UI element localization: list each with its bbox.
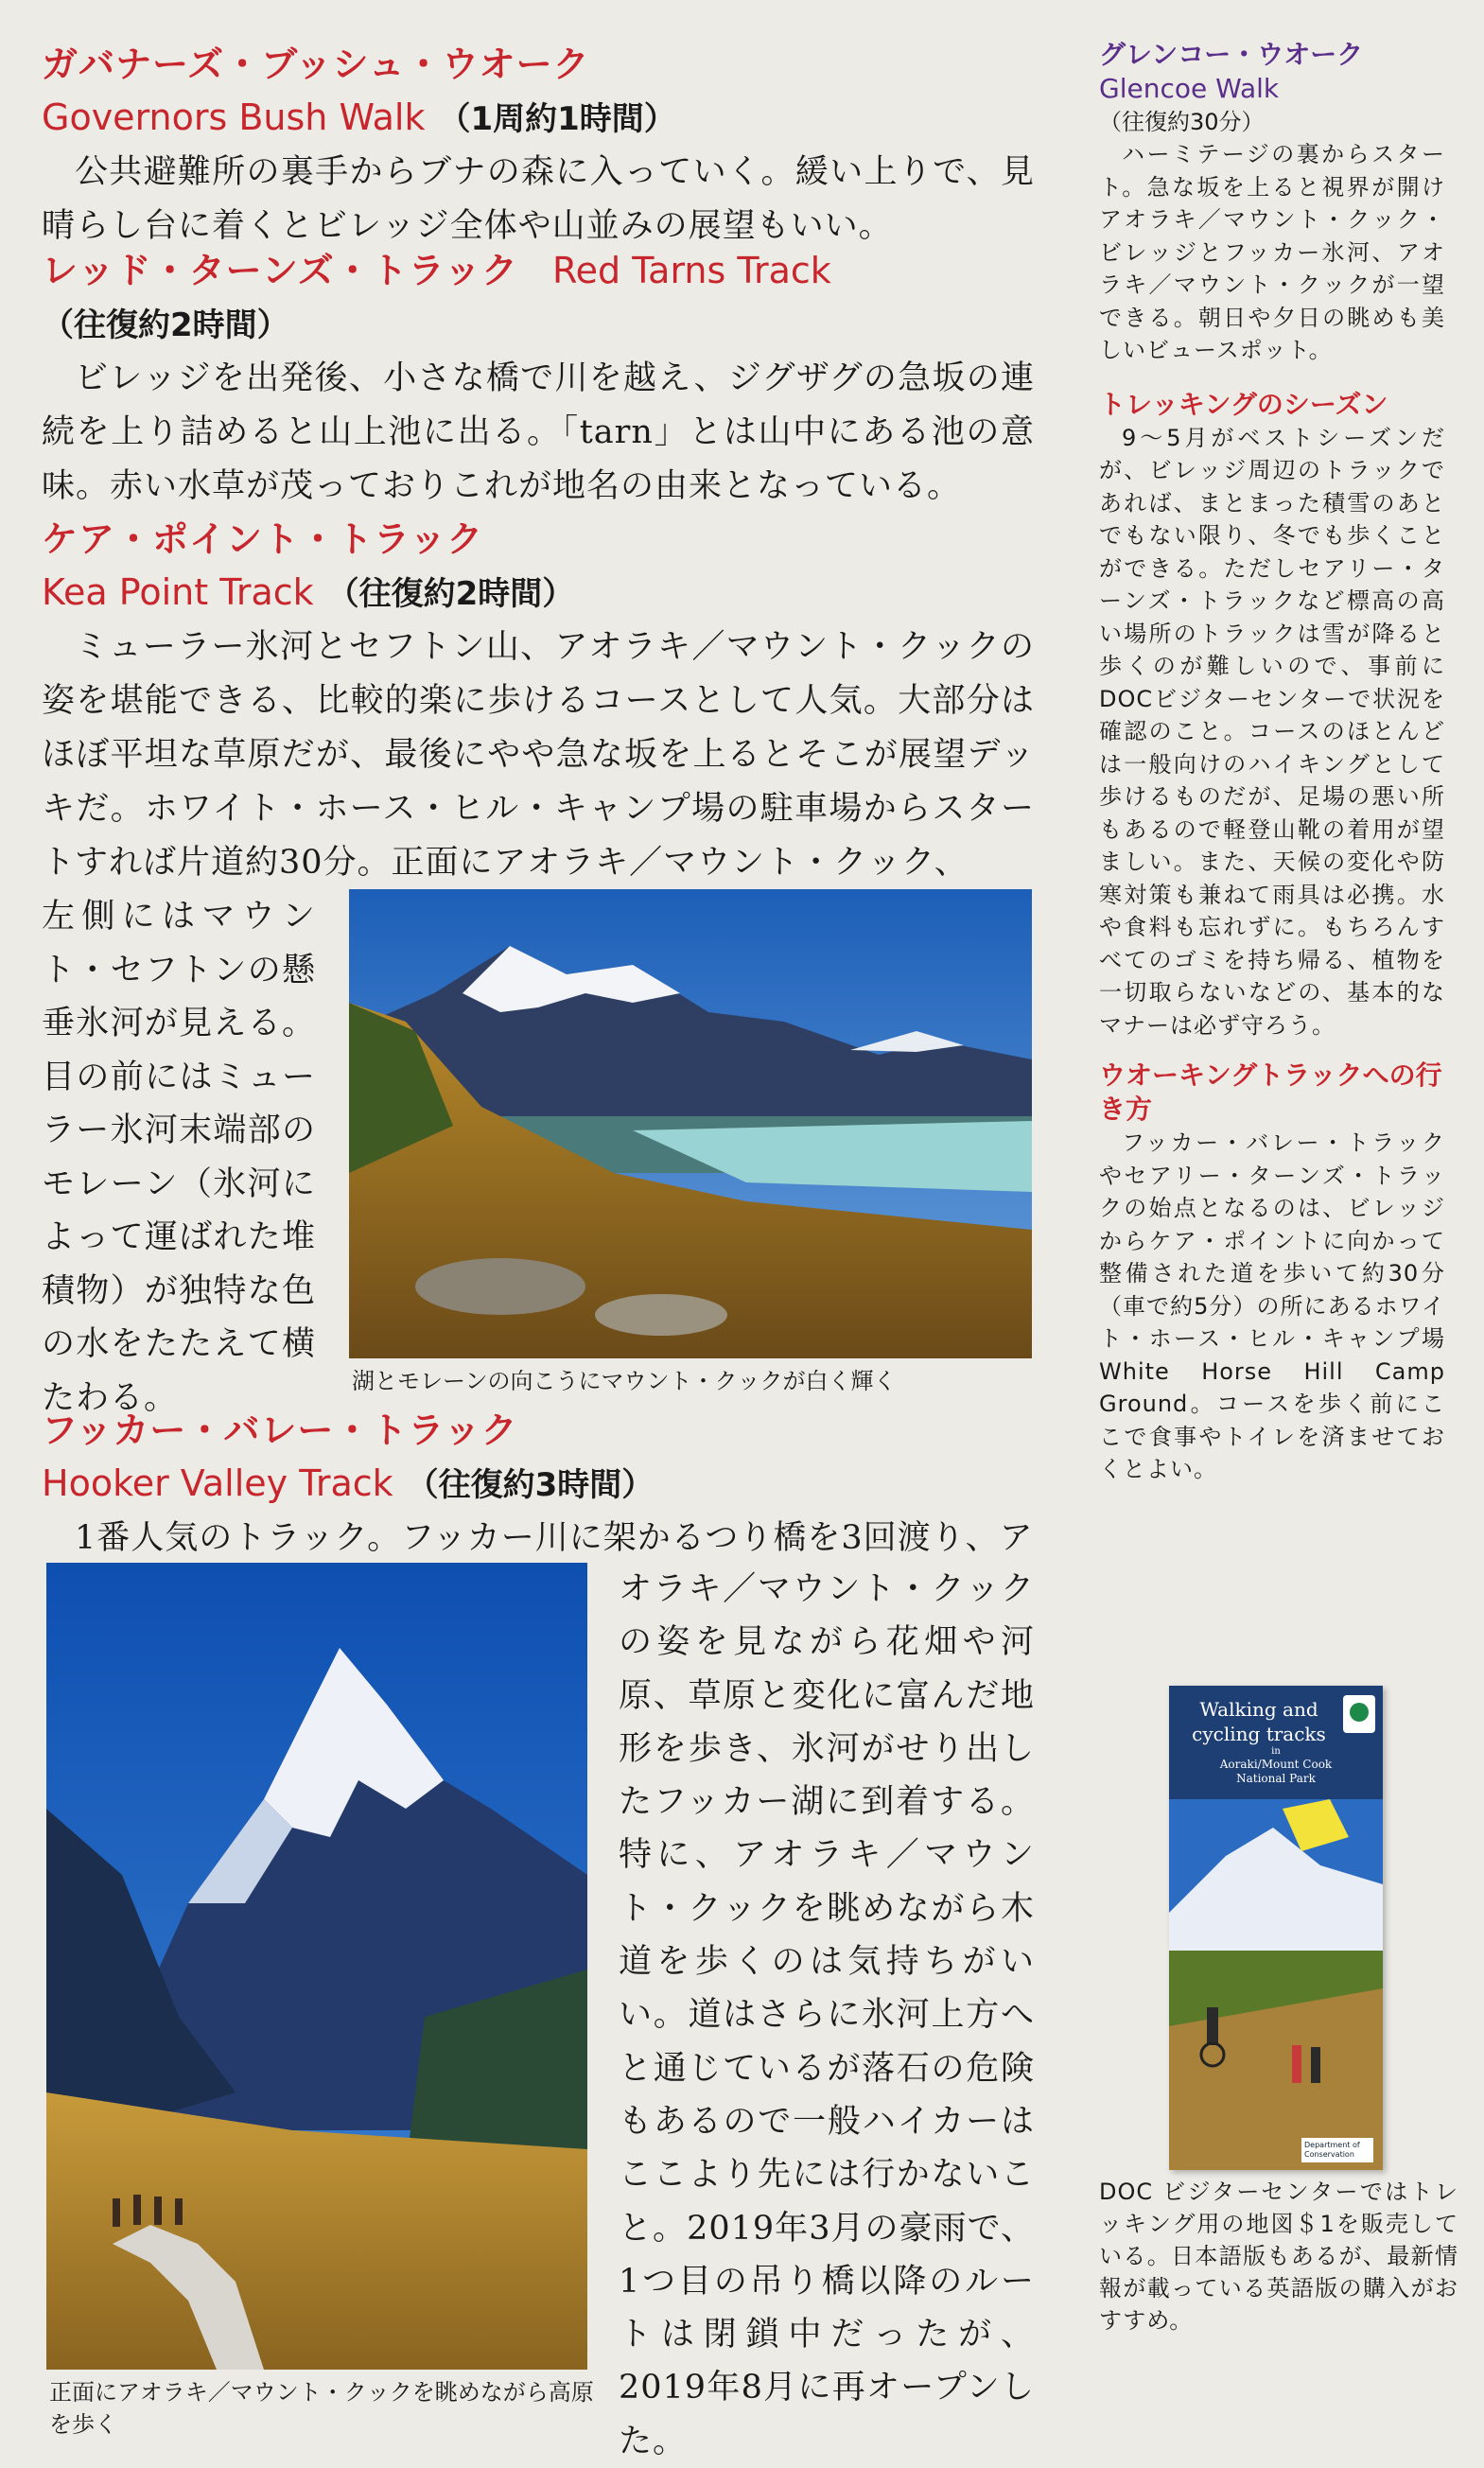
sidebar-body: 9～5月がベストシーズンだが、ビレッジ周辺のトラックであれば、まとまった積雪のあとでもない限り、冬でも歩くことができる。ただしセアリー・ターンズ・トラックなど標高の高い場所のトラックは雪が降ると歩くのが難しいので、事前にDOCビジターセンターで状況を確認のこと。コースのほとんどは一般向けのハイキングとして歩けるものだが、足場の悪い所もあるので軽登山靴の着用が望ましい。また、天候の変化や防寒対策も兼ねて雨具は必携。水や食料も忘れずに。もちろんすべてのゴミを持ち帰る、植物を一切取らないなどの、基本的なマナーは必ず守ろう。 xyxy=(1099,424,1445,1039)
brochure-header xyxy=(1169,1686,1383,1799)
duration-label: （往復約30分） xyxy=(1099,109,1265,135)
section-title-en xyxy=(42,91,1035,146)
sidebar-title: ウオーキングトラックへの行き方 xyxy=(1099,1059,1442,1125)
section-title-en xyxy=(42,1457,1035,1512)
section-body: 公共避難所の裏手からブナの森に入っていく。緩い上りで、見晴らし台に着くとビレッジ全体や山並みの展望もいい。 xyxy=(42,153,1035,245)
sidebar-access xyxy=(1099,1059,1445,1486)
sidebar-body: フッカー・バレー・トラックやセアリー・ターンズ・トラックの始点となるのは、ビレッジからケア・ポイントに向かって整備された道を歩いて約30分（車で約5分）の所にあるホワイト・ホース・ヒル・キャンプ場White Horse Hill Camp Ground。コースを歩く前にここで食事やトイレを済ませておくとよい。 xyxy=(1099,1129,1445,1482)
duration-label: （往復約3時間） xyxy=(406,1466,655,1504)
doc-logo-icon xyxy=(1343,1695,1375,1733)
sidebar-title-ja: グレンコー・ウオーク xyxy=(1099,39,1364,70)
title-en-text: Red Tarns Track xyxy=(551,250,831,291)
brochure-cover-image xyxy=(1169,1799,1383,2170)
sidebar-body: ハーミテージの裏からスタート。急な坂を上ると視界が開けアオラキ／マウント・クック・ビレッジとフッカー氷河、アオラキ／マウント・クックが一望できる。朝日や夕日の眺めも美しいビュースポット。 xyxy=(1099,141,1445,363)
sidebar-glencoe xyxy=(1099,38,1445,367)
section-body: ビレッジを出発後、小さな橋で川を越え、ジグザグの急坂の連続を上り詰めると山上池に出る。「tarn」とは山中にある池の意味。赤い水草が茂っておりこれが地名の由来となっている。 xyxy=(42,359,1035,505)
section-governors xyxy=(42,38,1035,254)
hooker-body-wrap-container xyxy=(619,1563,1035,2468)
duration-line xyxy=(28,297,1035,352)
duration-label: （往復約2時間） xyxy=(42,306,289,344)
doc-brochure xyxy=(1169,1686,1383,2170)
hooker-valley-photo xyxy=(46,1563,587,2370)
title-ja-text: レッド・ターンズ・トラック xyxy=(42,250,518,291)
kea-point-photo xyxy=(349,889,1032,1358)
duration-label: （往復約2時間） xyxy=(326,575,575,613)
section-body-wrap: オラキ／マウント・クックの姿を見ながら花畑や河原、草原と変化に富んだ地形を歩き、氷河がせり出したフッカー湖に到着する。特に、アオラキ／マウント・クックを眺めながら木道を歩くのは気持ちがいい。道はさらに氷河上方へと通じているが落石の危険もあるので一般ハイカーはここより先には行かないこと。2019年3月の豪雨で、1つ目の吊り橋以降のルートは閉鎖中だったが、2019年8月に再オープンした。 xyxy=(619,1570,1035,2460)
title-en-text: Governors Bush Walk xyxy=(42,96,426,138)
sidebar-title-en: Glencoe Walk xyxy=(1099,73,1280,104)
mountain-boardwalk-image xyxy=(46,1563,587,2370)
hooker-valley-caption: 正面にアオラキ／マウント・クックを眺めながら高原を歩く xyxy=(49,2379,594,2438)
section-redtarns xyxy=(42,244,1035,514)
sidebar-column xyxy=(1099,38,1445,1486)
duration-label: （1周約1時間） xyxy=(438,100,676,138)
brochure-publisher: Department of Conservation xyxy=(1301,2138,1373,2162)
sidebar-season xyxy=(1099,388,1445,1042)
brochure-in: in xyxy=(1271,1746,1281,1757)
brochure-park: Aoraki/Mount Cook National Park xyxy=(1219,1758,1333,1785)
brochure-title: Walking and cycling tracks xyxy=(1192,1698,1326,1745)
title-en-text: Kea Point Track xyxy=(42,571,314,613)
section-title-ja: ケア・ポイント・トラック xyxy=(42,518,484,560)
section-body: ミューラー氷河とセフトン山、アオラキ／マウント・クックの姿を堪能できる、比較的楽に歩けるコースとして人気。大部分はほぼ平坦な草原だが、最後にやや急な坂を上るとそこが展望デッキだ。ホワイト・ホース・ヒル・キャンプ場の駐車場からスタートすれば片道約30分。正面にアオラキ／マウント・クック、 xyxy=(42,628,1035,882)
section-title-en xyxy=(42,566,1035,621)
section-body-intro: 1番人気のトラック。フッカー川に架かるつり橋を3回渡り、ア xyxy=(75,1519,1034,1557)
section-body-wrap: 左側にはマウント・セフトンの懸垂氷河が見える。目の前にはミューラー氷河末端部のモレーン（氷河によって運ばれた堆積物）が独特な色の水をたたえて横たわる。 xyxy=(42,898,316,1417)
mountain-lake-image xyxy=(349,889,1032,1358)
section-title xyxy=(42,244,1035,297)
sidebar-title: トレッキングのシーズン xyxy=(1099,388,1388,420)
title-en-text: Hooker Valley Track xyxy=(42,1462,393,1504)
section-hooker xyxy=(42,1404,1035,1566)
section-title-ja: フッカー・バレー・トラック xyxy=(42,1409,518,1451)
kea-point-caption: 湖とモレーンの向こうにマウント・クックが白く輝く xyxy=(352,1368,897,1394)
section-title-ja: ガバナーズ・ブッシュ・ウオーク xyxy=(42,44,590,85)
brochure-caption: DOC ビジターセンターではトレッキング用の地図＄1を販売している。日本語版もあるが、最新情報が載っている英語版の購入がおすすめ。 xyxy=(1099,2179,1458,2334)
